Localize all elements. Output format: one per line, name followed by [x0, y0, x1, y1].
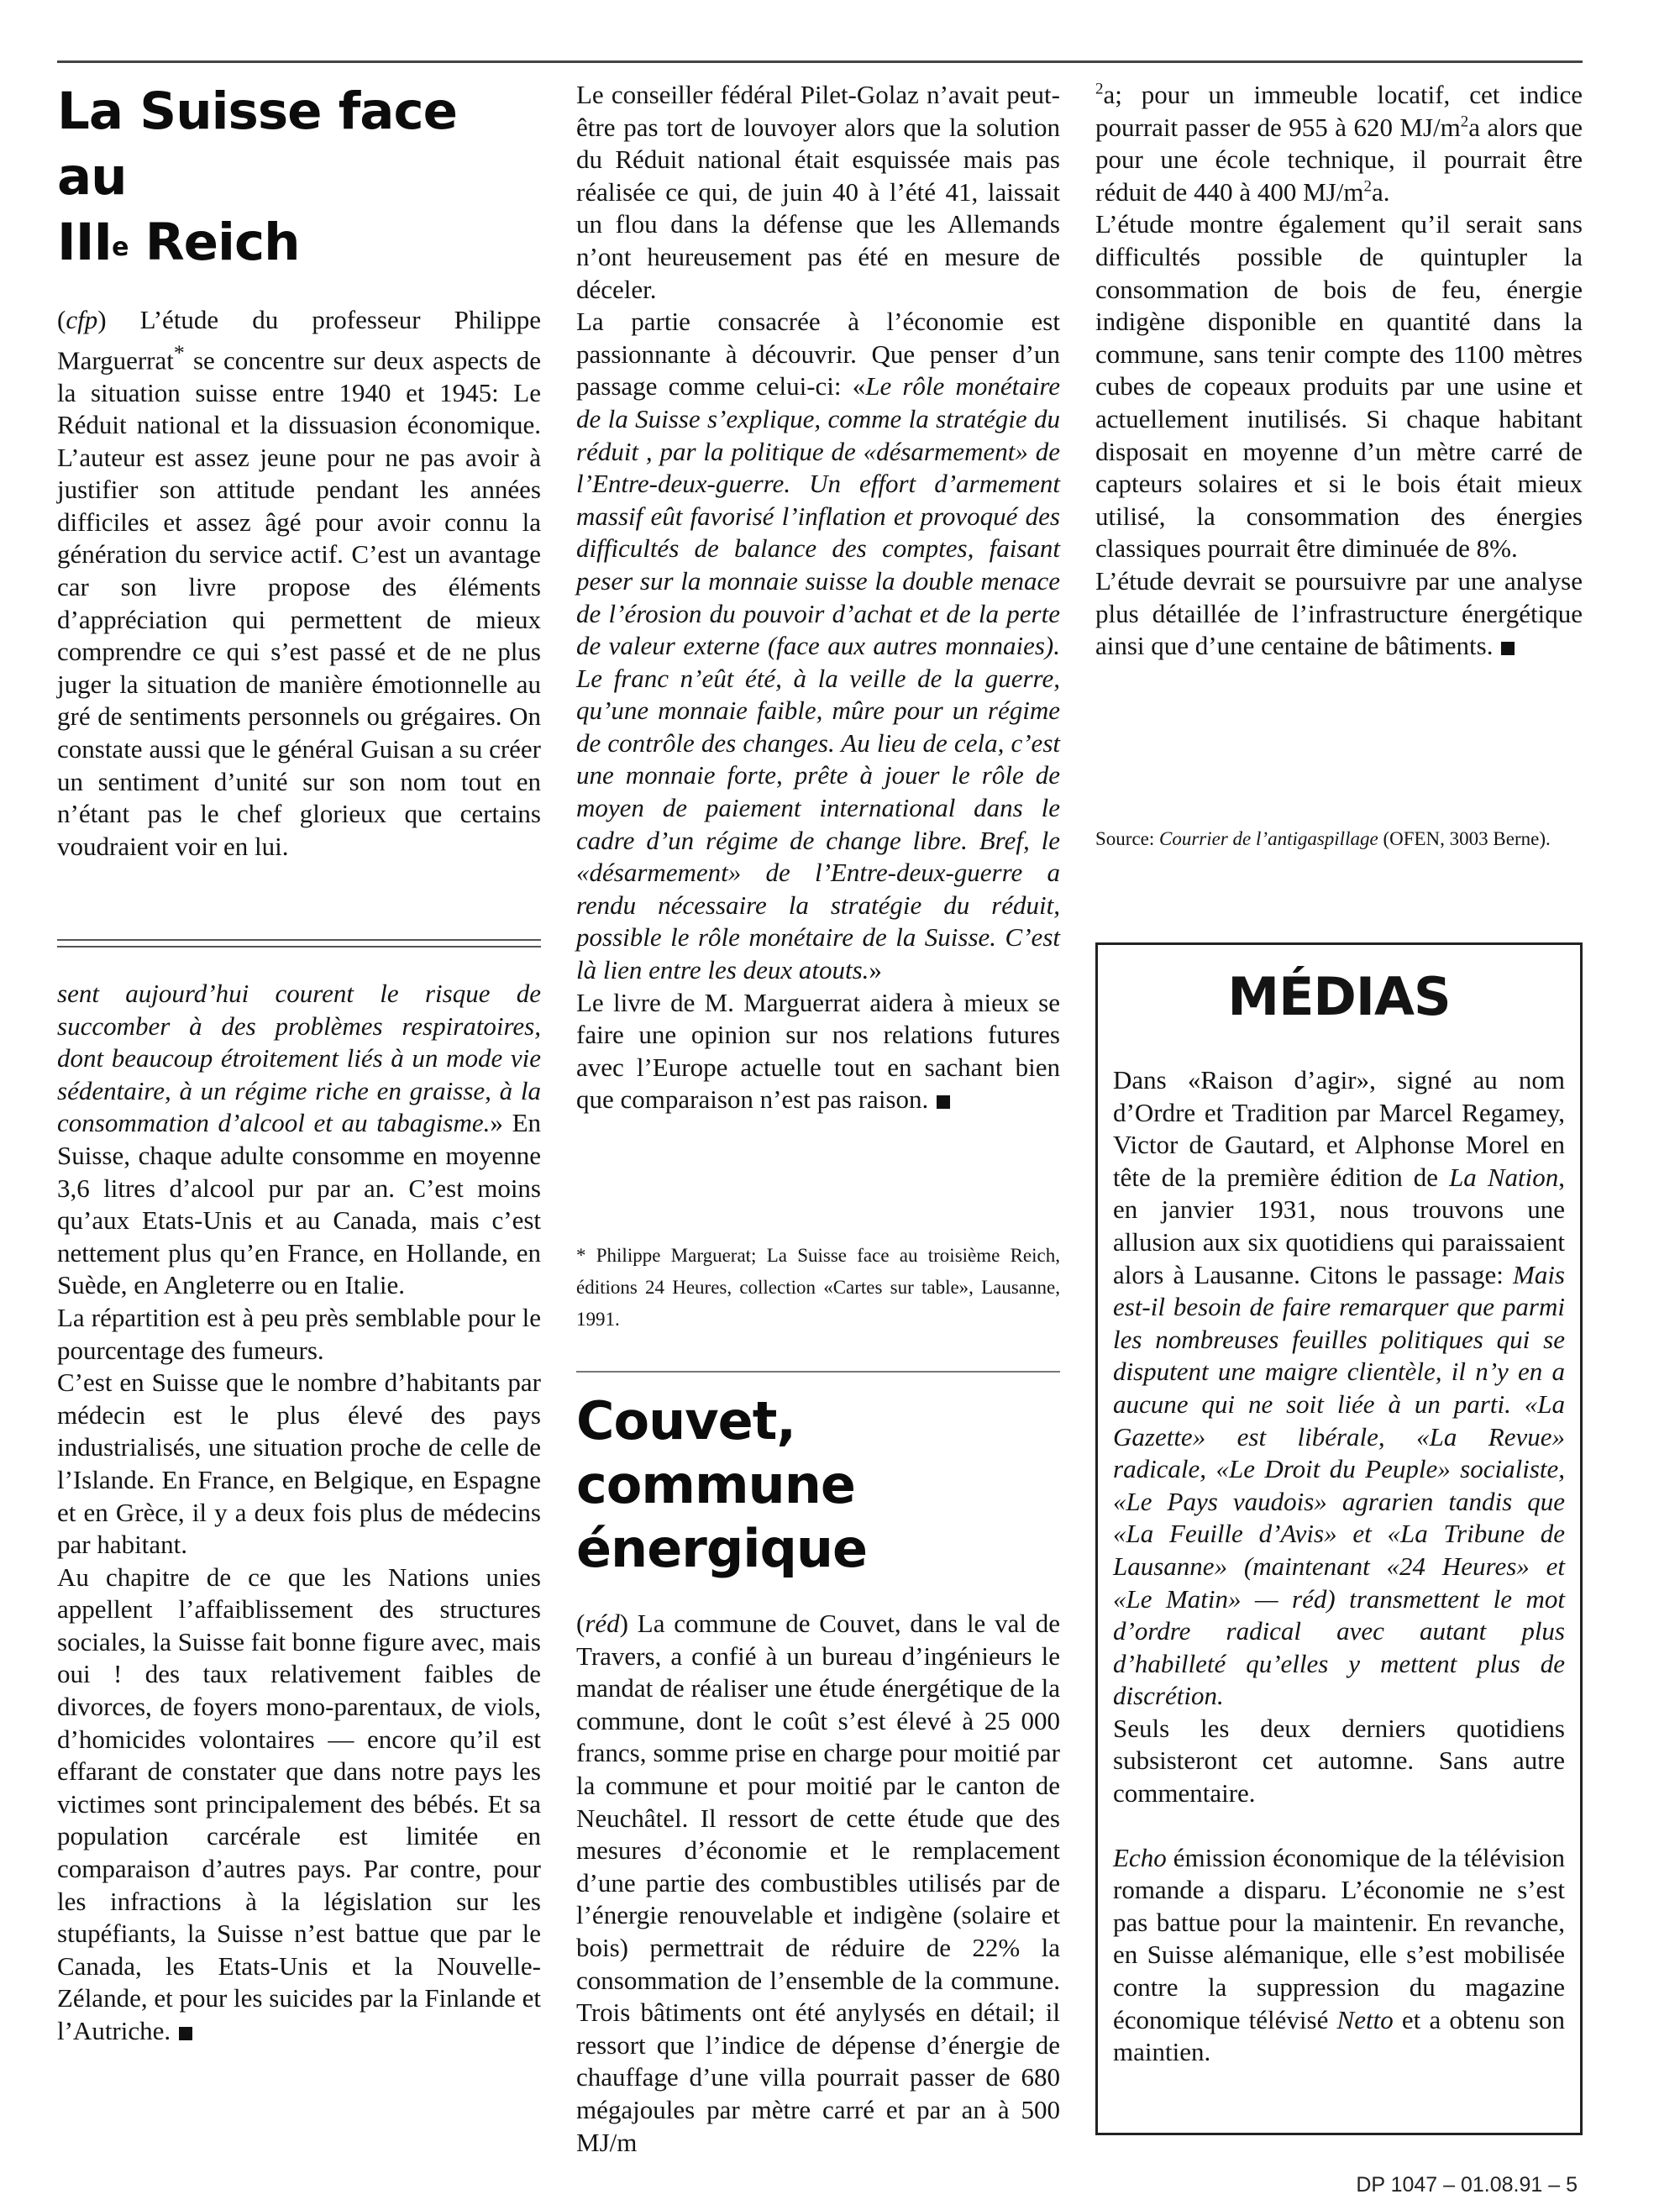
- article-suisse-continued: Le conseiller fédéral Pilet-Golaz n’avait peut-être pas tort de louvoyer alors que la solution du Réduit national était esquissée mais pas réalisée ce qui, de juin 40 à l’été 41, laissait un flou dans la défense que les Allemands n’ont heureusement pas été en mesure de déceler. La partie consacrée à l’économie est passionnante à découvrir. Que penser d’un passage comme celui-ci: «Le rôle monétaire de la Suisse s’explique, comme la stratégie du réduit , par la politique de «désarmement» de l’Entre-deux-guerre. Un effort d’armement massif eût favorisé l’inflation et provoqué des difficultés de balance des comptes, faisant peser sur la monnaie suisse la double menace de l’érosion du pouvoir d’achat et de la perte de valeur externe (face aux autres monnaies). Le franc n’eût été, à la veille de la guerre, qu’une monnaie faible, mûre pour un régime de contrôle des changes. Au lieu de cela, c’est une monnaie forte, prête à jouer le rôle de moyen de paiement international dans le cadre d’un régime de change libre. Bref, le «désarmement» de l’Entre-deux-guerre a rendu nécessaire la stratégie du réduit, possible le rôle monétaire de la Suisse. C’est là lien entre les deux atouts.» Le livre de M. Marguerrat aidera à mieux se faire une opinion sur nos relations futures avec l’Europe actuelle tout en sachant bien que comparaison n’est pas raison.: [576, 80, 1061, 1115]
- end-mark-icon: [1501, 642, 1515, 655]
- source-note: Source: Courrier de l’antigaspillage (OFEN, 3003 Berne).: [1095, 828, 1551, 849]
- article-couvet: [576, 1389, 1060, 2159]
- column-2-divider: [576, 1371, 1060, 1373]
- page-footer: DP 1047 – 01.08.91 – 5: [1356, 2173, 1578, 2197]
- article-couvet-body: (réd) La commune de Couvet, dans le val de Travers, a confié à un bureau d’ingénieurs le mandat de réaliser une étude énergétique de la commune, dont le coût s’est élevé à 25 000 francs, somme prise en charge pour moitié par la commune et pour moitié par le canton de Neuchâtel. Il ressort de cette étude que des mesures d’économie et le remplacement d’une partie des combustibles utilisés par de l’énergie renouvelable et indigène (solaire et bois) permettrait de réduire de 22% la consommation de l’ensemble de la commune. Trois bâtiments ont été anylysés en détail; il ressort que l’indice de dépense d’énergie de chauffage d’une villa pourrait passer de 680 mégajoules par mètre carré et par an à 500 MJ/m: [576, 1609, 1060, 2157]
- end-mark-icon: [937, 1095, 950, 1109]
- article-title-couvet: Couvet, commune énergique: [576, 1390, 868, 1579]
- article-health: sent aujourd’hui courent le risque de succomber à des problèmes respiratoires, dont beaucoup étroitement liés à un mode vie sédentaire, à un régime riche en graisse, à la consommation d’alcool et au tabagisme.» En Suisse, chaque adulte consomme en moyenne 3,6 litres d’alcool pur par an. C’est moins qu’aux Etats-Unis et au Canada, mais c’est nettement plus qu’en France, en Hollande, en Suède, en Angleterre ou en Italie. La répartition est à peu près semblable pour le pourcentage des fumeurs. C’est en Suisse que le nombre d’habitants par médecin est le plus élevé des pays industrialisés, une situation proche de celle de l’Islande. En France, en Belgique, en Espagne et en Grèce, il y a deux fois plus de médecins par habitant. Au chapitre de ce que les Nations unies appellent l’affaiblissement des structures sociales, la Suisse fait bonne figure avec, mais oui ! des taux relativement faibles de divorces, de foyers mono-parentaux, de viols, d’homicides volontaires — encore qu’il est effarant de constater que dans notre pays les victimes sont principalement des bébés. Et sa population carcérale est limitée en comparaison d’autres pays. Par contre, pour les infractions à la législation sur les stupéfiants, la Suisse n’est battue que par le Canada, les Etats-Unis et la Nouvelle-Zélande, et pour les suicides par la Finlande et l’Autriche.: [57, 979, 541, 2045]
- column-1: [57, 77, 541, 863]
- article-suisse-intro: (cfp) L’étude du professeur Philippe Marguerrat* se concentre sur deux aspects de la situation suisse entre 1940 et 1945: Le Réduit national et la dissuasion économique. L’auteur est assez jeune pour ne pas avoir à justifier son attitude pendant les années difficiles et assez âgé pour avoir connu la génération du service actif. C’est un avantage car son livre propose des éléments d’appréciation qui permettent de mieux comprendre ce qui s’est passé et de ne plus juger la situation de manière émotionnelle au gré de sentiments personnels ou grégaires. On constate aussi que le général Guisan a su créer un sentiment d’unité sur son nom tout en n’étant pas le chef glorieux que certains voudraient voir en lui.: [57, 305, 541, 861]
- column-1-divider: [57, 939, 541, 948]
- medias-title: MÉDIAS: [1227, 966, 1451, 1027]
- end-mark-icon: [179, 2027, 192, 2040]
- medias-box: [1095, 942, 1583, 2135]
- top-rule: [57, 60, 1583, 63]
- article-title-suisse: La Suisse face au IIIe Reich: [57, 81, 457, 272]
- article-couvet-continued: $^2$a; pour un immeuble locatif, cet indice pourrait passer de 955 à 620 $MJ/m^2a$ alors que pour une école technique, il pourrait être réduit de 440 à 400 $MJ/m^2a$. L’étude montre également qu’il serait sans difficultés possible de quintupler la consommation de bois de feu, énergie indigène disponible en quantité dans la commune, sans tenir compte des 1100 mètres cubes de copeaux produits par une usine et actuellement inutilisés. Si chaque habitant disposait en moyenne d’un mètre carré de capteurs solaires et si le bois était mieux utilisé, la consommation des énergies classiques pourrait être diminuée de 8%. L’étude devrait se poursuivre par une analyse plus détaillée de l’infrastructure énergétique ainsi que d’une centaine de bâtiments.: [1095, 80, 1583, 661]
- footnote: * Philippe Marguerat; La Suisse face au troisième Reich, éditions 24 Heures, collection «Cartes sur table», Lausanne, 1991.: [576, 1245, 1060, 1330]
- medias-body: Dans «Raison d’agir», signé au nom d’Ordre et Tradition par Marcel Regamey, Victor de Gautard, et Alphonse Morel en tête de la première édition de La Nation, en janvier 1931, nous trouvons une allusion aux six quotidiens qui paraissaient alors à Lausanne. Citons le passage: Mais est-il besoin de faire remarquer que parmi les nombreuses feuilles politiques qui se disputent une maigre clientèle, il n’y en a aucune qui ne soit liée à un parti. «La Gazette» est libérale, «La Revue» radicale, «Le Droit du Peuple» socialiste, «Le Pays vaudois» agrarien tandis que «La Feuille d’Avis» et «La Tribune de Lausanne» (maintenant «24 Heures» et «Le Matin» — réd) transmettent le mot d’ordre radical avec autant plus d’habilleté qu’elles y mettent plus de discrétion. Seuls les deux derniers quotidiens subsisteront cet automne. Sans autre commentaire. Echo émission économique de la télévision romande a disparu. L’économie ne s’est pas battue pour la maintenir. En revanche, en Suisse alémanique, elle s’est mobilisée contre la suppression du magazine économique télévisé Netto et a obtenu son maintien.: [1113, 1065, 1565, 2067]
